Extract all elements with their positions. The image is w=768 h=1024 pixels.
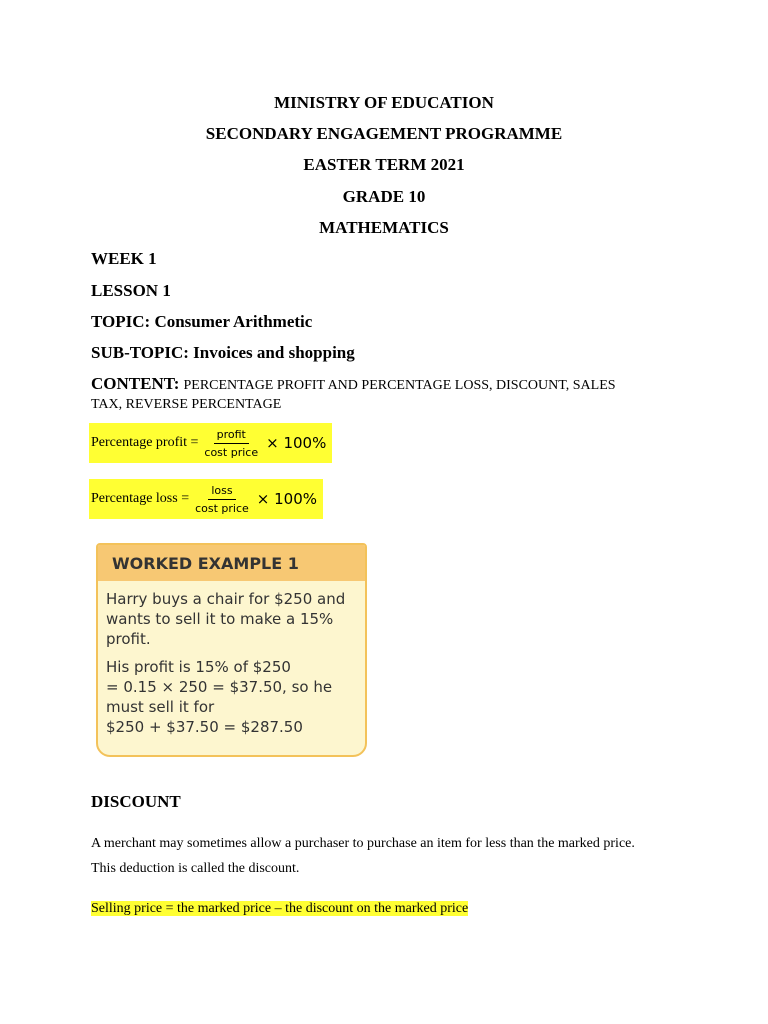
profit-fraction — [201, 428, 261, 459]
profit-denominator: cost price — [204, 445, 259, 459]
percentage-loss-formula — [89, 479, 323, 519]
subtopic-heading: SUB-TOPIC: Invoices and shopping — [91, 343, 355, 362]
worked-example-solution — [106, 657, 355, 737]
percentage-profit-formula — [89, 423, 332, 463]
solution-line-1: His profit is 15% of $250 — [106, 658, 291, 676]
selling-price-formula — [91, 899, 468, 919]
worked-example-body — [98, 581, 365, 737]
week-heading: WEEK 1 — [91, 249, 157, 268]
worked-example-problem — [106, 589, 355, 649]
content-block — [91, 375, 691, 414]
profit-numerator: profit — [214, 428, 249, 444]
profit-formula-label: Percentage profit = — [91, 435, 199, 450]
problem-line-2: wants to sell it to make a 15% — [106, 610, 334, 628]
profit-multiplier: × 100% — [266, 434, 327, 452]
header-term: EASTER TERM 2021 — [303, 155, 465, 174]
loss-denominator: cost price — [195, 501, 249, 515]
selling-price-formula-text: Selling price = the marked price – the discount on the marked price — [91, 901, 469, 916]
content-text-2: TAX, REVERSE PERCENTAGE — [91, 397, 282, 412]
header-programme: SECONDARY ENGAGEMENT PROGRAMME — [205, 124, 563, 143]
discount-heading: DISCOUNT — [91, 792, 181, 811]
problem-line-1: Harry buys a chair for $250 and — [106, 590, 346, 608]
solution-line-2: = 0.15 × 250 = $37.50, so he — [106, 678, 333, 696]
solution-line-4: $250 + $37.50 = $287.50 — [106, 718, 303, 736]
worked-example-box — [96, 543, 367, 757]
solution-line-3: must sell it for — [106, 698, 215, 716]
header-subject: MATHEMATICS — [319, 218, 449, 237]
content-label: CONTENT: — [91, 374, 180, 393]
discount-paragraph-line-1: A merchant may sometimes allow a purchaser to purchase an item for less than the marked price. — [91, 836, 635, 851]
loss-formula-label: Percentage loss = — [91, 491, 190, 506]
loss-fraction — [192, 484, 252, 515]
worked-example-title: WORKED EXAMPLE 1 — [98, 545, 365, 581]
discount-paragraph-line-2: This deduction is called the discount. — [91, 861, 300, 876]
header-grade: GRADE 10 — [342, 187, 426, 206]
header-ministry: MINISTRY OF EDUCATION — [274, 93, 494, 112]
problem-line-3: profit. — [106, 630, 151, 648]
lesson-heading: LESSON 1 — [91, 281, 171, 300]
loss-numerator: loss — [208, 484, 235, 500]
content-text-1: PERCENTAGE PROFIT AND PERCENTAGE LOSS, DISCOUNT, SALES — [183, 378, 616, 393]
loss-multiplier: × 100% — [256, 490, 318, 508]
topic-heading: TOPIC: Consumer Arithmetic — [91, 312, 313, 331]
